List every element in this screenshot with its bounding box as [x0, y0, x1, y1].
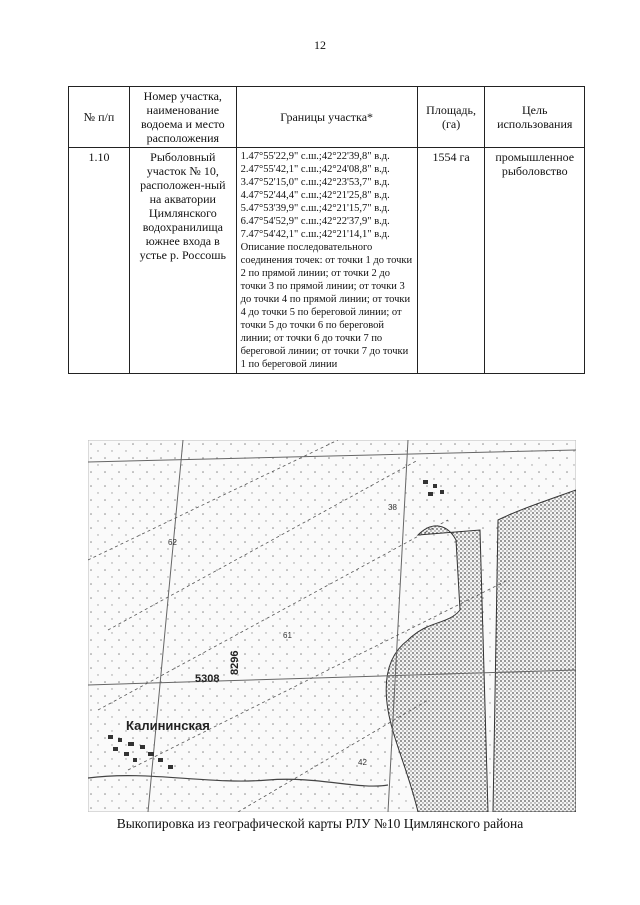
coord-point-2: 2.47°55'42,1" с.ш.;42°24'08,8" в.д. — [240, 164, 390, 175]
fishing-area-table — [68, 86, 585, 374]
coord-point-4: 4.47°52'44,4" с.ш.;42°21'25,8" в.д. — [240, 190, 390, 201]
coord-point-5: 5.47°53'39,9" с.ш.;42°21'15,7" в.д. — [240, 203, 390, 214]
header-name: Номер участка, наименование водоема и место расположения — [129, 87, 236, 148]
cell-num: 1.10 — [69, 148, 130, 374]
map-label-38: 38 — [388, 503, 397, 512]
reservoir-water-east — [493, 490, 576, 812]
table-header-row — [69, 87, 585, 148]
map-caption: Выкопировка из географической карты РЛУ №10 Цимлянского района — [116, 816, 524, 831]
map-label-8296: 8296 — [229, 650, 241, 675]
header-area: Площадь, (га) — [417, 87, 485, 148]
map-label-5308: 5308 — [195, 673, 220, 685]
cell-name: Рыболовный участок № 10, расположен-ный на акватории Цимлянского водохранилища южнее входа в устье р. Россошь — [129, 148, 236, 374]
cell-borders — [236, 148, 417, 374]
map-label-town: Калининская — [126, 718, 210, 733]
header-purpose: Цель использования — [485, 87, 585, 148]
coord-point-3: 3.47°52'15,0" с.ш.;42°23'53,7" в.д. — [240, 177, 390, 188]
page-number: 12 — [314, 38, 326, 52]
map-label-62: 62 — [168, 538, 177, 547]
cell-area: 1554 га — [417, 148, 485, 374]
coord-point-6: 6.47°54'52,9" с.ш.;42°22'37,9" в.д. — [240, 216, 390, 227]
cell-purpose: промышленное рыболовство — [485, 148, 585, 374]
map-label-42: 42 — [358, 758, 367, 767]
header-borders: Границы участка* — [236, 87, 417, 148]
coord-point-1: 1.47°55'22,9" с.ш.;42°22'39,8" в.д. — [240, 151, 390, 162]
borders-description: Описание последовательного соединения точек: от точки 1 до точки 2 по прямой линии; от точки 2 до точки 3 по прямой линии; от точки 3 до точки 4 по прямой линии; от точки 4 до точки 5 по береговой линии; от точки 5 до точки 6 по береговой линии; от точки 6 до точки 7 по береговой линии; от точки 7 до точки 1 по береговой линии — [240, 242, 413, 370]
map-label-61: 61 — [283, 631, 292, 640]
topographic-map — [88, 440, 576, 812]
coord-point-7: 7.47°54'42,1" с.ш.;42°21'14,1" в.д. — [240, 229, 390, 240]
table-row — [69, 148, 585, 374]
header-num: № п/п — [69, 87, 130, 148]
